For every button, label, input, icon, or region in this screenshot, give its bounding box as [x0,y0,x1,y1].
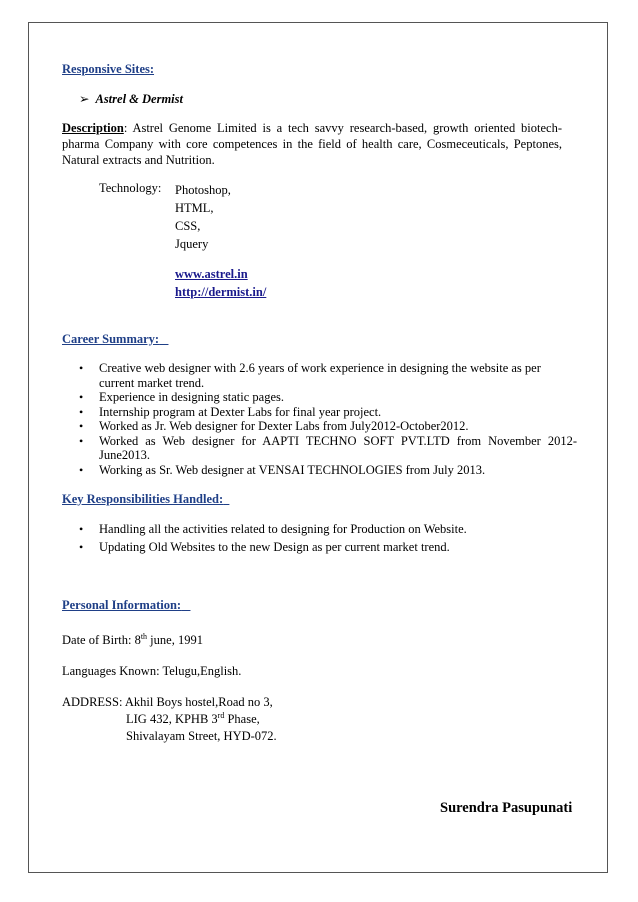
list-item: • Handling all the activities related to designing for Production on Website. [62,522,577,537]
astrel-link[interactable]: www.astrel.in [175,267,248,281]
languages-known: Languages Known: Telugu,English. [62,664,242,678]
address-line: Shivalayam Street, HYD-072. [126,729,277,743]
arrow-bullet-icon: ➢ [79,92,90,106]
dob-rest: june, 1991 [147,633,203,647]
dermist-link[interactable]: http://dermist.in/ [175,285,267,299]
list-item: • Worked as Web designer for AAPTI TECHNO SOFT PVT.LTD from November 2012-June2013. [62,434,577,463]
list-item: • Creative web designer with 2.6 years of work experience in designing the website as per current market trend. [62,361,577,390]
address-line: LIG 432, KPHB 3rd Phase, [126,710,260,726]
signature-name: Surendra Pasupunati [440,800,573,816]
dob-day: 8 [134,633,141,647]
site-name: Astrel & Dermist [95,92,183,106]
dob-label: Date of Birth: [62,633,135,647]
site-item [79,91,183,107]
career-summary-heading: Career Summary: [62,332,160,346]
description-label: Description [62,121,124,135]
address-line: Akhil Boys hostel,Road no 3, [124,695,273,709]
address-label: ADDRESS: [62,695,125,709]
site-description [62,120,562,168]
site-links [175,265,266,301]
address-block [62,694,277,745]
dob-suffix: th [140,631,148,641]
technology-item: HTML, [175,201,214,215]
technology-label: Technology: [99,181,162,195]
responsibilities-list [62,522,577,554]
list-item: • Internship program at Dexter Labs for final year project. [62,405,577,420]
personal-information-heading: Personal Information: [62,598,182,612]
career-summary-list [62,361,577,477]
description-text: : Astrel Genome Limited is a tech savvy research-based, growth oriented biotech-pharma Company with core competences in the field of health care, Cosmeceuticals, Peptones, Natural extracts and Nutrition. [62,121,562,167]
technology-list [175,181,231,253]
responsive-sites-heading: Responsive Sites: [62,62,155,76]
date-of-birth [62,633,203,648]
list-item: • Worked as Jr. Web designer for Dexter Labs from July2012-October2012. [62,419,577,434]
responsibilities-heading: Key Responsibilities Handled: [62,492,224,506]
list-item: • Working as Sr. Web designer at VENSAI TECHNOLOGIES from July 2013. [62,463,577,478]
list-item: • Experience in designing static pages. [62,390,577,405]
technology-item: CSS, [175,219,201,233]
technology-item: Photoshop, [175,183,231,197]
list-item: • Updating Old Websites to the new Design as per current market trend. [62,540,577,555]
technology-item: Jquery [175,237,209,251]
